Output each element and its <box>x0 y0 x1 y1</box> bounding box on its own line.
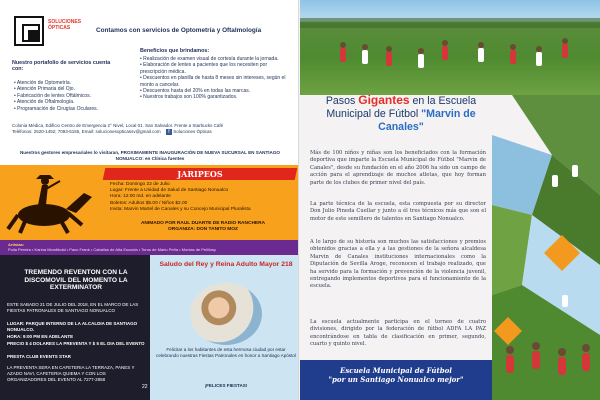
optics-brand: SOLUCIONES ÓPTICAS <box>48 19 82 31</box>
footer-line: Escuela Municipal de Fútbol <box>340 366 452 375</box>
reventon-title: TREMENDO REVENTON CON LA DISCOMOVIL DEL MOMENTO LA EXTERMINATOR <box>24 269 128 292</box>
reventon-sponsor: PRESTA CLUB EVENTS STAR <box>7 354 71 359</box>
page-number: 22 <box>142 384 148 390</box>
reventon-time: HORA: 9:00 PM EN ADELANTE <box>7 334 74 339</box>
article-paragraph: La escuela actualmente participa en el torneo de cuatro divisiones, dirigido por la federación de fútbol ADFA LA PAZ encontrándose en tabla de clasificación en primer, segundo, cuarto y quinto nivel. <box>310 319 486 348</box>
jaripeo-organizers <box>110 221 296 233</box>
jaripeo-line: Boletos: Adultos $5.00 / Niños $2.00 <box>110 200 188 206</box>
list-item: • Fabricación de lentes Oftálmicos. <box>14 93 134 99</box>
reventon-intro: ESTE SABADO 21 DE JULIO DEL 2018, EN EL MARCO DE LAS FIESTAS PATRONALES DE SANTIAGO NONUALCO <box>7 302 139 313</box>
optics-address-block <box>12 123 282 135</box>
jaripeo-line: Fecha: Domingo 22 de Julio <box>110 182 170 187</box>
list-item: • Programación de Cirugías Oculares. <box>14 106 134 112</box>
reventon-ad <box>0 255 150 400</box>
saludo-ad <box>150 255 300 400</box>
jaripeo-info <box>110 182 296 213</box>
list-item: • Atención de Optometría. <box>14 80 134 86</box>
optics-address: Colonia Médica, Edificio Centro de Emergencia 2° Nivel, Local 01. San Salvador. Frente a Starbucks Café <box>12 123 224 128</box>
reventon-price: PRECIO $ 4 DOLARES LA PREVENTA Y $ 5 EL DIA DEL EVENTO <box>7 341 145 346</box>
list-item: • Elaboración de lentes a pacientes que los necesiten por prescripción médica. <box>140 62 290 75</box>
optics-ad <box>0 0 300 165</box>
saludo-sign: ¡FELICES FIESTAS! <box>204 383 248 388</box>
title-pre: Pasos <box>325 95 359 107</box>
list-item: • Atención de Oftalmología. <box>14 99 134 105</box>
title-post: en la Escuela Municipal de Fútbol <box>326 95 477 121</box>
benefits-list <box>140 56 290 101</box>
jaripeo-organizer: ANIMADO POR RAUL DUARTE DE RADIO RANCHERA <box>140 221 266 226</box>
jaripeo-artists <box>0 240 300 255</box>
list-item: • Nuestros trabajos son 100% garantizados. <box>140 94 290 100</box>
rodeo-rider-icon <box>2 171 100 235</box>
article-paragraph: A lo largo de su historia son muchos las satisfacciones y premios obtenidos gracias a ella y a las gestiones de la señora alcaldesa Marvin de Canales instituciones internacionales como la Diputación de Sevilla Aroge, reconocen el trabajo realizado, que ha servido para la formación y prevención de la violencia juvenil, entregando implementos deportivos para el funcionamiento de la escuela. <box>310 239 486 290</box>
list-item: • Atención Primaria del Ojo. <box>14 86 134 92</box>
optics-phones <box>12 129 282 135</box>
portfolio-heading: Nuestro portafolio de servicios cuenta con: <box>12 60 111 72</box>
optics-logo-icon <box>14 16 44 46</box>
optics-phones-text: Teléfonos: 2520-1452; 7093-5155, Email: solucionesopticassv@gmail.com <box>12 129 161 135</box>
saludo-title: Saludo del Rey y Reina Adulto Mayor 218 <box>159 261 293 268</box>
artists-label: Artistas: <box>8 242 25 247</box>
jaripeo-line: Invita: Marvin Martel de Canales y su Concejo Municipal Pluralista <box>110 206 251 212</box>
list-item: • Descuentos en planilla de hasta 8 meses sin intereses, según el monto a cancelar. <box>140 75 290 88</box>
article-paragraph: La parte técnica de la escuela, esta compuesta por su director Don Julio Pineda Cuellar y junto a él tres técnicos más que son el motor de este semillero de talentos en Santiago Nonualco. <box>310 201 486 222</box>
list-item: • Descuentos hasta del 20% en todas las marcas. <box>140 88 290 94</box>
jaripeo-line: Lugar: Frente a Unidad de Salud de Santiago Nonualco <box>110 188 229 194</box>
article-paragraph: Más de 100 niños y niñas son los beneficiados con la formación deportiva que imparte la Escuela Municipal de Fútbol "Marvin de Canales", desde su fundación en el año 2006 ha sido un campo de acción para el aprendizaje de muchos atletas, que hoy forman parte de los clubes de primer nivel del país. <box>310 150 486 186</box>
jaripeo-ad <box>0 165 300 240</box>
optics-title: Contamos con servicios de Optometría y Oftalmología <box>96 27 262 34</box>
royal-couple-photo <box>190 283 262 345</box>
reventon-place: LUGAR: PARQUE INTERNO DE LA ALCALDIA DE SANTIAGO NONUALCO. <box>7 321 138 332</box>
optics-note: Nuestros gestores empresariales lo visitaran, PROXIMAMENTE INAUGURACIÓN DE NUEVA SUCURSAL EN SANTIAGO NONUALCO: en Clínica fuentes <box>19 150 281 161</box>
optics-facebook: Soluciones Ópticas <box>173 129 212 135</box>
players-silhouettes <box>300 0 600 95</box>
title-sub: "Marvin de Canales" <box>378 108 476 134</box>
title-accent: Gigantes <box>358 93 410 107</box>
saludo-text: Felicitar a los habitantes de esta hermosa ciudad por estar celebrando nuestras Fiestas Patronales en honor a Santiago Apóstol <box>156 347 296 358</box>
portfolio-list <box>14 80 134 112</box>
soccer-field-photo <box>300 0 600 95</box>
jaripeo-organizer: ORGANIZA: DON TANITO MOZ <box>168 227 238 233</box>
footer-line: "por un Santiago Nonualco mejor" <box>328 375 464 385</box>
jaripeo-line: Hora: 12:00 md. en adelante <box>110 194 171 200</box>
right-page <box>300 0 600 400</box>
artists-list: Pulia Pereira • Karina Mondtkdal • Paco Frank • Caballos de Alta Escuela • Toros de Mario Peña • Monias de Pelillosy <box>8 247 216 252</box>
reventon-presale: LA PREVENTA SERA EN CAFETERIA LA TERRAZA, PANES Y AZADO NAVI, CAFETERIA QUIEMA Y CON LOS ORGANIZADORES DEL EVENTO AL 7277-2858 <box>7 365 135 382</box>
benefits-heading: Beneficios que brindamos: <box>140 48 210 54</box>
facebook-icon: f <box>166 129 172 135</box>
list-item: • Realización de examen visual de cortesía durante la jornada. <box>140 56 290 62</box>
jaripeo-title: JARIPEOS <box>177 169 223 179</box>
article-title <box>306 93 496 135</box>
photo-collage <box>492 95 600 400</box>
article-footer-text <box>300 366 492 384</box>
